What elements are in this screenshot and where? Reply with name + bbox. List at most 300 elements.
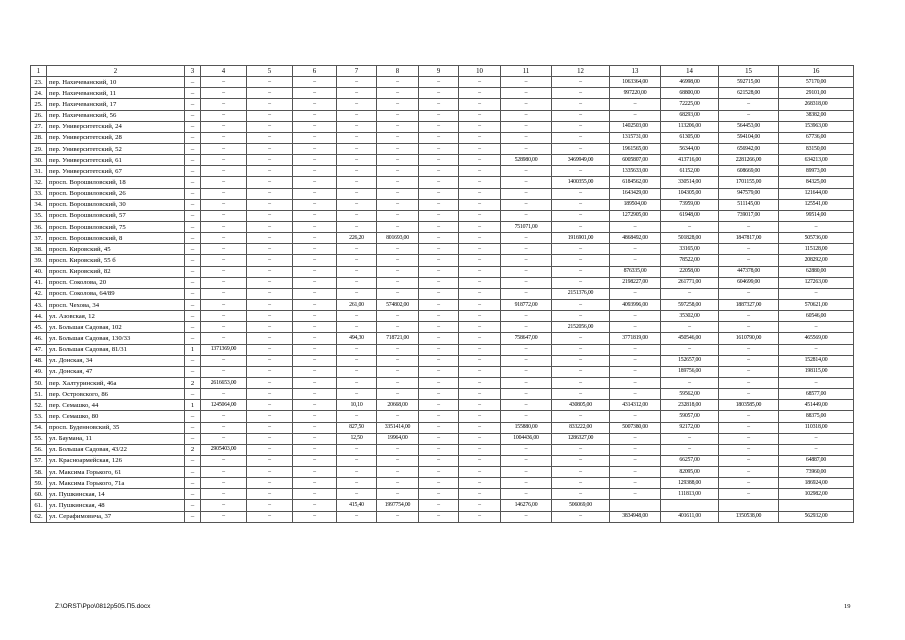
table-cell: 121644,00 (779, 188, 854, 199)
table-row (31, 244, 854, 255)
table-cell: – (610, 389, 661, 400)
table-cell: – (459, 422, 501, 433)
table-cell: – (247, 233, 293, 244)
table-cell: 451449,00 (779, 400, 854, 411)
header-cell: 5 (247, 66, 293, 77)
table-cell: – (247, 322, 293, 333)
table-cell: – (337, 88, 377, 99)
table-cell: – (293, 277, 337, 288)
table-cell: – (719, 244, 779, 255)
address-cell: пер. Университетский, 67 (47, 166, 185, 177)
table-cell: – (337, 99, 377, 110)
table-cell: 2 (185, 444, 201, 455)
table-cell: – (459, 411, 501, 422)
address-cell: пер. Нахичеванский, 10 (47, 77, 185, 88)
table-cell: 20668,00 (377, 400, 419, 411)
table-cell: 113206,00 (661, 121, 719, 132)
table-cell: – (719, 311, 779, 322)
row-number: 26. (31, 110, 47, 121)
table-cell: – (552, 121, 610, 132)
table-cell (661, 500, 719, 511)
table-cell: 57170,00 (779, 77, 854, 88)
table-cell: – (185, 132, 201, 143)
table-cell: – (247, 377, 293, 388)
table-cell: – (552, 511, 610, 522)
table-cell: – (501, 511, 552, 522)
row-number: 52. (31, 400, 47, 411)
table-cell: – (552, 266, 610, 277)
table-cell: 115128,00 (779, 244, 854, 255)
table-row (31, 322, 854, 333)
table-cell: – (185, 155, 201, 166)
table-cell: – (201, 299, 247, 310)
table-cell (610, 500, 661, 511)
table-row (31, 400, 854, 411)
table-cell: – (552, 355, 610, 366)
table-cell: 29101,00 (779, 88, 854, 99)
address-cell: просп. Ворошиловский, 26 (47, 188, 185, 199)
table-cell: – (293, 177, 337, 188)
table-cell: – (552, 221, 610, 232)
table-cell: – (419, 500, 459, 511)
address-cell: просп. Соколова, 20 (47, 277, 185, 288)
table-cell: 153963,00 (779, 121, 854, 132)
table-cell: – (719, 377, 779, 388)
table-cell: 6005807,00 (610, 155, 661, 166)
table-cell: 833222,00 (552, 422, 610, 433)
table-cell: 401611,00 (661, 511, 719, 522)
table-cell: – (377, 121, 419, 132)
table-cell: – (377, 177, 419, 188)
address-cell: ул. Азовская, 12 (47, 311, 185, 322)
table-cell: 59057,00 (661, 411, 719, 422)
table-cell: 66257,00 (661, 455, 719, 466)
table-cell: – (419, 210, 459, 221)
table-row (31, 288, 854, 299)
table-cell: 621528,00 (719, 88, 779, 99)
row-number: 48. (31, 355, 47, 366)
table-row (31, 489, 854, 500)
table-cell: – (201, 199, 247, 210)
table-cell: 604699,00 (719, 277, 779, 288)
address-cell: просп. Ворошиловский, 18 (47, 177, 185, 188)
table-cell: – (293, 244, 337, 255)
table-cell: – (419, 255, 459, 266)
table-cell: – (419, 132, 459, 143)
table-cell: – (610, 288, 661, 299)
table-cell: – (377, 511, 419, 522)
table-cell: 1245064,00 (201, 400, 247, 411)
table-cell: – (419, 121, 459, 132)
table-cell: 1063364,00 (610, 77, 661, 88)
table-cell: 656942,00 (719, 143, 779, 154)
table-cell: 2151376,00 (552, 288, 610, 299)
table-cell: – (247, 266, 293, 277)
table-cell: 268318,00 (779, 99, 854, 110)
table-cell: – (247, 478, 293, 489)
table-cell: – (247, 489, 293, 500)
table-cell: – (247, 344, 293, 355)
table-cell: – (293, 444, 337, 455)
table-row (31, 277, 854, 288)
address-cell: ул. Большая Садовая, 130/33 (47, 333, 185, 344)
table-cell: 102982,00 (779, 489, 854, 500)
table-cell: – (185, 433, 201, 444)
table-cell: – (247, 210, 293, 221)
table-cell: – (247, 400, 293, 411)
table-cell: – (419, 143, 459, 154)
row-number: 49. (31, 366, 47, 377)
table-cell: – (459, 366, 501, 377)
table-cell: – (459, 244, 501, 255)
table-cell: – (185, 455, 201, 466)
table-cell: – (419, 77, 459, 88)
table-cell: – (337, 255, 377, 266)
header-cell: 14 (661, 66, 719, 77)
table-cell: – (293, 433, 337, 444)
table-cell: – (293, 311, 337, 322)
address-cell: ул. Баумана, 11 (47, 433, 185, 444)
table-row (31, 344, 854, 355)
table-cell: 1643429,00 (610, 188, 661, 199)
table-cell: – (185, 110, 201, 121)
table-cell: – (459, 444, 501, 455)
header-cell: 12 (552, 66, 610, 77)
table-cell: – (337, 377, 377, 388)
row-number: 46. (31, 333, 47, 344)
table-cell: – (185, 266, 201, 277)
address-cell: пер. Нахичеванский, 17 (47, 99, 185, 110)
address-cell: просп. Ворошиловский, 57 (47, 210, 185, 221)
table-cell: – (719, 433, 779, 444)
table-cell: – (501, 199, 552, 210)
table-cell: 146276,00 (501, 500, 552, 511)
table-cell: – (459, 210, 501, 221)
table-cell: – (247, 422, 293, 433)
table-cell: – (337, 322, 377, 333)
table-cell: 2152056,00 (552, 322, 610, 333)
table-cell: 2 (185, 377, 201, 388)
row-number: 62. (31, 511, 47, 522)
table-cell: – (185, 478, 201, 489)
table-cell: – (610, 344, 661, 355)
table-cell: – (293, 143, 337, 154)
table-cell: – (419, 489, 459, 500)
table-cell: 73959,00 (661, 199, 719, 210)
table-cell: – (501, 411, 552, 422)
table-cell: – (459, 299, 501, 310)
table-cell: – (247, 455, 293, 466)
table-cell: – (719, 221, 779, 232)
table-cell: 450546,00 (661, 333, 719, 344)
table-cell: – (201, 155, 247, 166)
table-cell: 3351414,00 (377, 422, 419, 433)
table-cell: – (201, 244, 247, 255)
table-cell: – (459, 177, 501, 188)
table-cell: – (201, 411, 247, 422)
table-cell: – (247, 389, 293, 400)
table-cell: – (719, 411, 779, 422)
table-cell: – (293, 322, 337, 333)
table-cell: – (419, 355, 459, 366)
table-cell: 5007380,00 (610, 422, 661, 433)
table-cell: – (419, 411, 459, 422)
table-cell: – (247, 333, 293, 344)
table-cell: – (419, 467, 459, 478)
table-cell: 10,10 (337, 400, 377, 411)
table-cell: – (185, 299, 201, 310)
table-row (31, 143, 854, 154)
table-cell: – (377, 277, 419, 288)
table-cell: 232818,00 (661, 400, 719, 411)
table-cell: – (247, 177, 293, 188)
table-cell: – (293, 288, 337, 299)
table-cell: – (201, 355, 247, 366)
table-cell: 634213,00 (779, 155, 854, 166)
row-number: 23. (31, 77, 47, 88)
table-cell: – (419, 433, 459, 444)
table-cell: 64887,00 (779, 455, 854, 466)
table-cell: – (459, 433, 501, 444)
table-cell: 110318,00 (779, 422, 854, 433)
table-cell: – (247, 433, 293, 444)
header-cell: 13 (610, 66, 661, 77)
table-cell: 1916901,00 (552, 233, 610, 244)
table-cell: – (610, 489, 661, 500)
table-cell: – (201, 455, 247, 466)
table-cell: – (610, 110, 661, 121)
table-cell: – (337, 177, 377, 188)
table-cell: 801693,00 (377, 233, 419, 244)
table-row (31, 478, 854, 489)
table-cell: – (501, 210, 552, 221)
table-cell: – (552, 132, 610, 143)
table-cell: – (459, 355, 501, 366)
table-cell: 60546,00 (779, 311, 854, 322)
table-cell: 430805,00 (552, 400, 610, 411)
table-cell: – (661, 444, 719, 455)
table-cell: – (293, 377, 337, 388)
row-number: 34. (31, 199, 47, 210)
row-number: 53. (31, 411, 47, 422)
table-cell: – (247, 288, 293, 299)
table-cell: 1961565,00 (610, 143, 661, 154)
table-cell: – (293, 188, 337, 199)
header-cell: 11 (501, 66, 552, 77)
table-cell: – (337, 210, 377, 221)
table-cell: – (247, 110, 293, 121)
table-cell: – (337, 277, 377, 288)
table-cell: – (185, 366, 201, 377)
table-cell: – (377, 166, 419, 177)
row-number: 45. (31, 322, 47, 333)
table-cell: – (293, 333, 337, 344)
table-cell: – (201, 166, 247, 177)
table-cell: – (201, 143, 247, 154)
table-cell: 574802,00 (377, 299, 419, 310)
table-cell: – (501, 366, 552, 377)
table-cell: – (337, 455, 377, 466)
header-cell: 15 (719, 66, 779, 77)
table-row (31, 221, 854, 232)
table-cell: – (337, 444, 377, 455)
table-cell: 3834948,00 (610, 511, 661, 522)
table-cell: 56344,00 (661, 143, 719, 154)
table-cell: – (501, 344, 552, 355)
table-cell: – (419, 199, 459, 210)
table-cell: 1350538,00 (719, 511, 779, 522)
table-cell: 129388,00 (661, 478, 719, 489)
table-body (31, 66, 854, 523)
table-cell: 35302,00 (661, 311, 719, 322)
table-cell: – (501, 99, 552, 110)
table-cell: – (419, 166, 459, 177)
table-cell: – (501, 77, 552, 88)
table-cell: – (247, 311, 293, 322)
table-cell: – (185, 333, 201, 344)
table-cell: – (337, 77, 377, 88)
table-cell: – (201, 500, 247, 511)
row-number: 59. (31, 478, 47, 489)
table-cell: – (552, 467, 610, 478)
table-cell: – (419, 478, 459, 489)
table-cell: – (293, 155, 337, 166)
table-cell: 947579,00 (719, 188, 779, 199)
table-cell: – (247, 366, 293, 377)
table-cell: – (419, 444, 459, 455)
table-cell: – (185, 233, 201, 244)
address-cell: просп. Кировский, 45 (47, 244, 185, 255)
address-cell: ул. Донская, 34 (47, 355, 185, 366)
table-cell: – (552, 143, 610, 154)
table-cell: 88375,00 (779, 411, 854, 422)
address-cell: ул. Большая Садовая, 81/31 (47, 344, 185, 355)
table-cell: – (459, 166, 501, 177)
address-cell: ул. Большая Садовая, 102 (47, 322, 185, 333)
table-cell: 61152,00 (661, 166, 719, 177)
table-row (31, 188, 854, 199)
table-cell: – (185, 166, 201, 177)
table-cell: – (501, 110, 552, 121)
table-cell: 61948,00 (661, 210, 719, 221)
table-cell: – (459, 188, 501, 199)
table-cell: – (337, 489, 377, 500)
table-cell: – (185, 99, 201, 110)
table-cell: – (419, 288, 459, 299)
table-cell: – (610, 355, 661, 366)
table-cell: – (377, 77, 419, 88)
row-number: 38. (31, 244, 47, 255)
table-cell: 1847817,00 (719, 233, 779, 244)
table-cell: – (247, 444, 293, 455)
table-cell: 997220,00 (610, 88, 661, 99)
table-cell: 2616653,00 (201, 377, 247, 388)
table-cell: – (719, 344, 779, 355)
table-cell: – (377, 444, 419, 455)
table-cell: – (201, 221, 247, 232)
table-cell: – (459, 478, 501, 489)
row-number: 25. (31, 99, 47, 110)
table-cell: – (661, 433, 719, 444)
table-cell: – (552, 377, 610, 388)
table-cell: – (719, 110, 779, 121)
table-cell: 1315731,00 (610, 132, 661, 143)
table-cell: – (201, 422, 247, 433)
table-cell: – (337, 155, 377, 166)
address-cell: ул. Серафимовича, 37 (47, 511, 185, 522)
table-cell: – (661, 288, 719, 299)
table-cell: – (501, 277, 552, 288)
header-cell: 7 (337, 66, 377, 77)
table-cell: – (377, 221, 419, 232)
table-cell: – (719, 322, 779, 333)
table-cell: – (185, 467, 201, 478)
table-cell: – (185, 221, 201, 232)
table-cell: – (293, 355, 337, 366)
table-cell: – (719, 389, 779, 400)
header-cell: 1 (31, 66, 47, 77)
table-cell: – (293, 255, 337, 266)
table-cell: – (247, 467, 293, 478)
table-cell: – (610, 255, 661, 266)
table-cell: – (719, 467, 779, 478)
table-cell: – (247, 500, 293, 511)
table-cell: 33165,00 (661, 244, 719, 255)
table-cell: 3469949,00 (552, 155, 610, 166)
table-cell: – (719, 478, 779, 489)
row-number: 47. (31, 344, 47, 355)
table-cell: 564453,00 (719, 121, 779, 132)
header-cell: 8 (377, 66, 419, 77)
table-cell: 562932,00 (779, 511, 854, 522)
table-cell: – (552, 99, 610, 110)
table-cell: – (552, 389, 610, 400)
table-cell: – (459, 233, 501, 244)
table-cell: – (247, 166, 293, 177)
table-cell: – (552, 199, 610, 210)
table-cell: – (337, 110, 377, 121)
table-cell: – (501, 467, 552, 478)
table-cell: – (247, 132, 293, 143)
table-cell: – (201, 99, 247, 110)
table-cell: – (459, 333, 501, 344)
address-cell: пер. Семашко, 44 (47, 400, 185, 411)
table-cell: – (185, 389, 201, 400)
table-cell: – (459, 288, 501, 299)
table-cell: – (247, 121, 293, 132)
table-cell: – (419, 344, 459, 355)
table-cell: – (201, 511, 247, 522)
table-cell: 62880,00 (779, 266, 854, 277)
table-cell: 68800,00 (661, 88, 719, 99)
table-cell: – (377, 110, 419, 121)
table-row (31, 333, 854, 344)
table-cell: 152657,00 (661, 355, 719, 366)
table-cell: – (377, 155, 419, 166)
table-cell: – (293, 210, 337, 221)
table-cell: – (501, 132, 552, 143)
table-row (31, 511, 854, 522)
table-cell: 1335633,00 (610, 166, 661, 177)
table-cell: 876335,00 (610, 266, 661, 277)
table-cell: – (419, 244, 459, 255)
table-cell: – (459, 377, 501, 388)
table-cell: – (501, 143, 552, 154)
table-cell: – (185, 322, 201, 333)
table-cell: – (293, 455, 337, 466)
table-cell: – (185, 489, 201, 500)
table-cell: 189756,00 (661, 366, 719, 377)
